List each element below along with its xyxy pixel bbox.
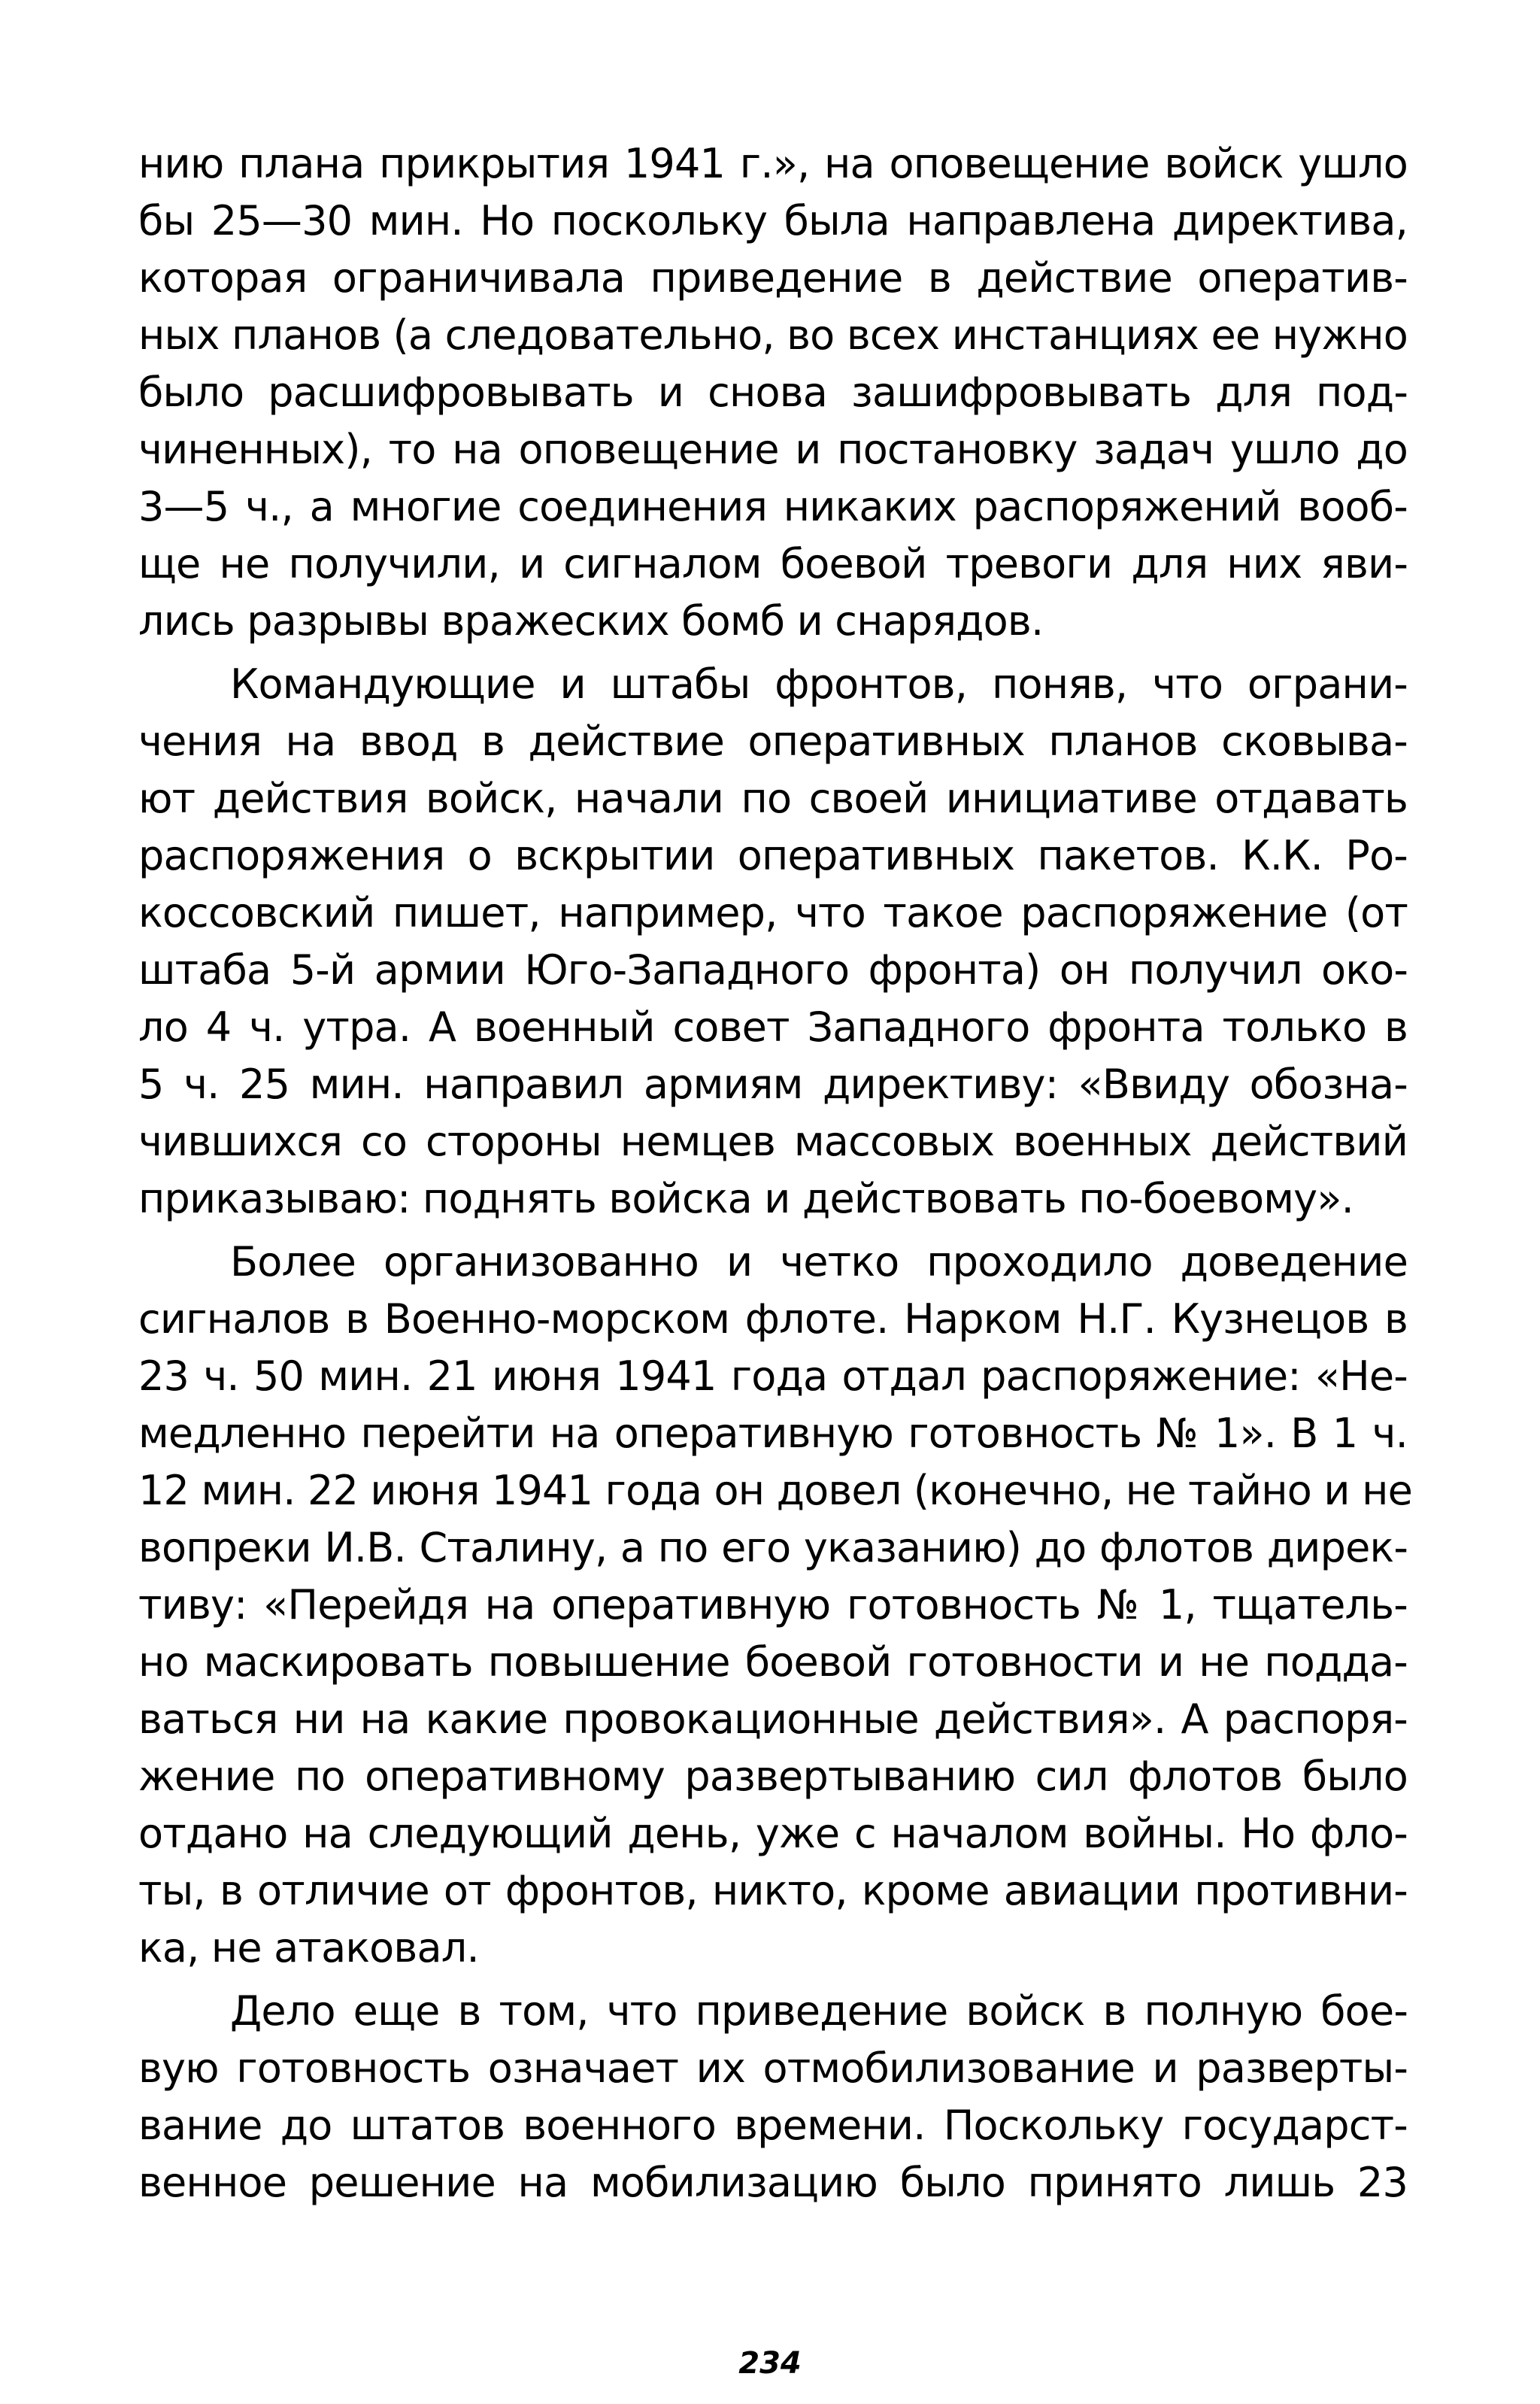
text-line: Дело еще в том, что приведение войск в полную бое- [230, 1987, 1408, 2035]
text-line: ка, не атаковал. [138, 1924, 479, 1971]
text-line: 23 ч. 50 мин. 21 июня 1941 года отдал распоряжение: «Не- [138, 1352, 1408, 1400]
text-line: коссовский пишет, например, что такое распоряжение (от [138, 889, 1408, 936]
text-line: тиву: «Перейдя на оперативную готовность № 1, тщатель- [138, 1581, 1408, 1628]
text-line: было расшифровывать и снова зашифровывать для под- [138, 369, 1408, 416]
text-line: Более организованно и четко проходило доведение [230, 1238, 1408, 1285]
text-line: штаба 5-й армии Юго-Западного фронта) он получил око- [138, 946, 1408, 994]
paragraph-4 [138, 1983, 1408, 2211]
text-line: распоряжения о вскрытии оперативных пакетов. К.К. Ро- [138, 832, 1408, 879]
paragraph-1 [138, 135, 1408, 650]
text-line: сигналов в Военно-морском флоте. Нарком Н.Г. Кузнецов в [138, 1295, 1408, 1343]
text-line: ных планов (а следовательно, во всех инстанциях ее нужно [138, 311, 1408, 359]
text-line: медленно перейти на оперативную готовность № 1». В 1 ч. [138, 1410, 1408, 1457]
text-line: нию плана прикрытия 1941 г.», на оповещение войск ушло [138, 140, 1408, 187]
text-line: ваться ни на какие провокационные действия». А распоря- [138, 1695, 1408, 1743]
paragraph-2 [138, 656, 1408, 1228]
text-line: жение по оперативному развертыванию сил флотов было [138, 1753, 1408, 1800]
page-body [138, 135, 1412, 2211]
text-line: приказываю: поднять войска и действовать по-боевому». [138, 1175, 1354, 1222]
text-line: ло 4 ч. утра. А военный совет Западного фронта только в [138, 1003, 1408, 1051]
text-line: венное решение на мобилизацию было принято лишь 23 [138, 2159, 1408, 2206]
text-line: лись разрывы вражеских бомб и снарядов. [138, 597, 1044, 645]
text-line: чиненных), то на оповещение и постановку задач ушло до [138, 426, 1408, 473]
text-line: чившихся со стороны немцев массовых военных действий [138, 1118, 1408, 1165]
text-line: Командующие и штабы фронтов, поняв, что ограни- [230, 660, 1408, 708]
text-line: ют действия войск, начали по своей инициативе отдавать [138, 775, 1408, 822]
text-line: 3—5 ч., а многие соединения никаких распоряжений вооб- [138, 483, 1408, 530]
text-line: 5 ч. 25 мин. направил армиям директиву: «Ввиду обозна- [138, 1061, 1408, 1108]
text-line: 12 мин. 22 июня 1941 года он довел (конечно, не тайно и не [138, 1467, 1412, 1514]
text-line: которая ограничивала приведение в действие оператив- [138, 254, 1408, 302]
page-number: 234 [738, 2346, 802, 2381]
text-line: чения на ввод в действие оперативных планов сковыва- [138, 718, 1408, 765]
text-line: вопреки И.В. Сталину, а по его указанию) до флотов дирек- [138, 1524, 1408, 1571]
text-line: бы 25—30 мин. Но поскольку была направлена директива, [138, 197, 1408, 244]
text-line: ты, в отличие от фронтов, никто, кроме авиации противни- [138, 1867, 1408, 1914]
text-line: вую готовность означает их отмобилизование и разверты- [138, 2044, 1408, 2092]
text-line: ще не получили, и сигналом боевой тревоги для них яви- [138, 540, 1408, 587]
text-line: отдано на следующий день, уже с началом войны. Но фло- [138, 1810, 1408, 1857]
paragraph-3 [138, 1234, 1412, 1977]
text-line: вание до штатов военного времени. Поскольку государст- [138, 2102, 1408, 2149]
text-line: но маскировать повышение боевой готовности и не подда- [138, 1638, 1408, 1686]
